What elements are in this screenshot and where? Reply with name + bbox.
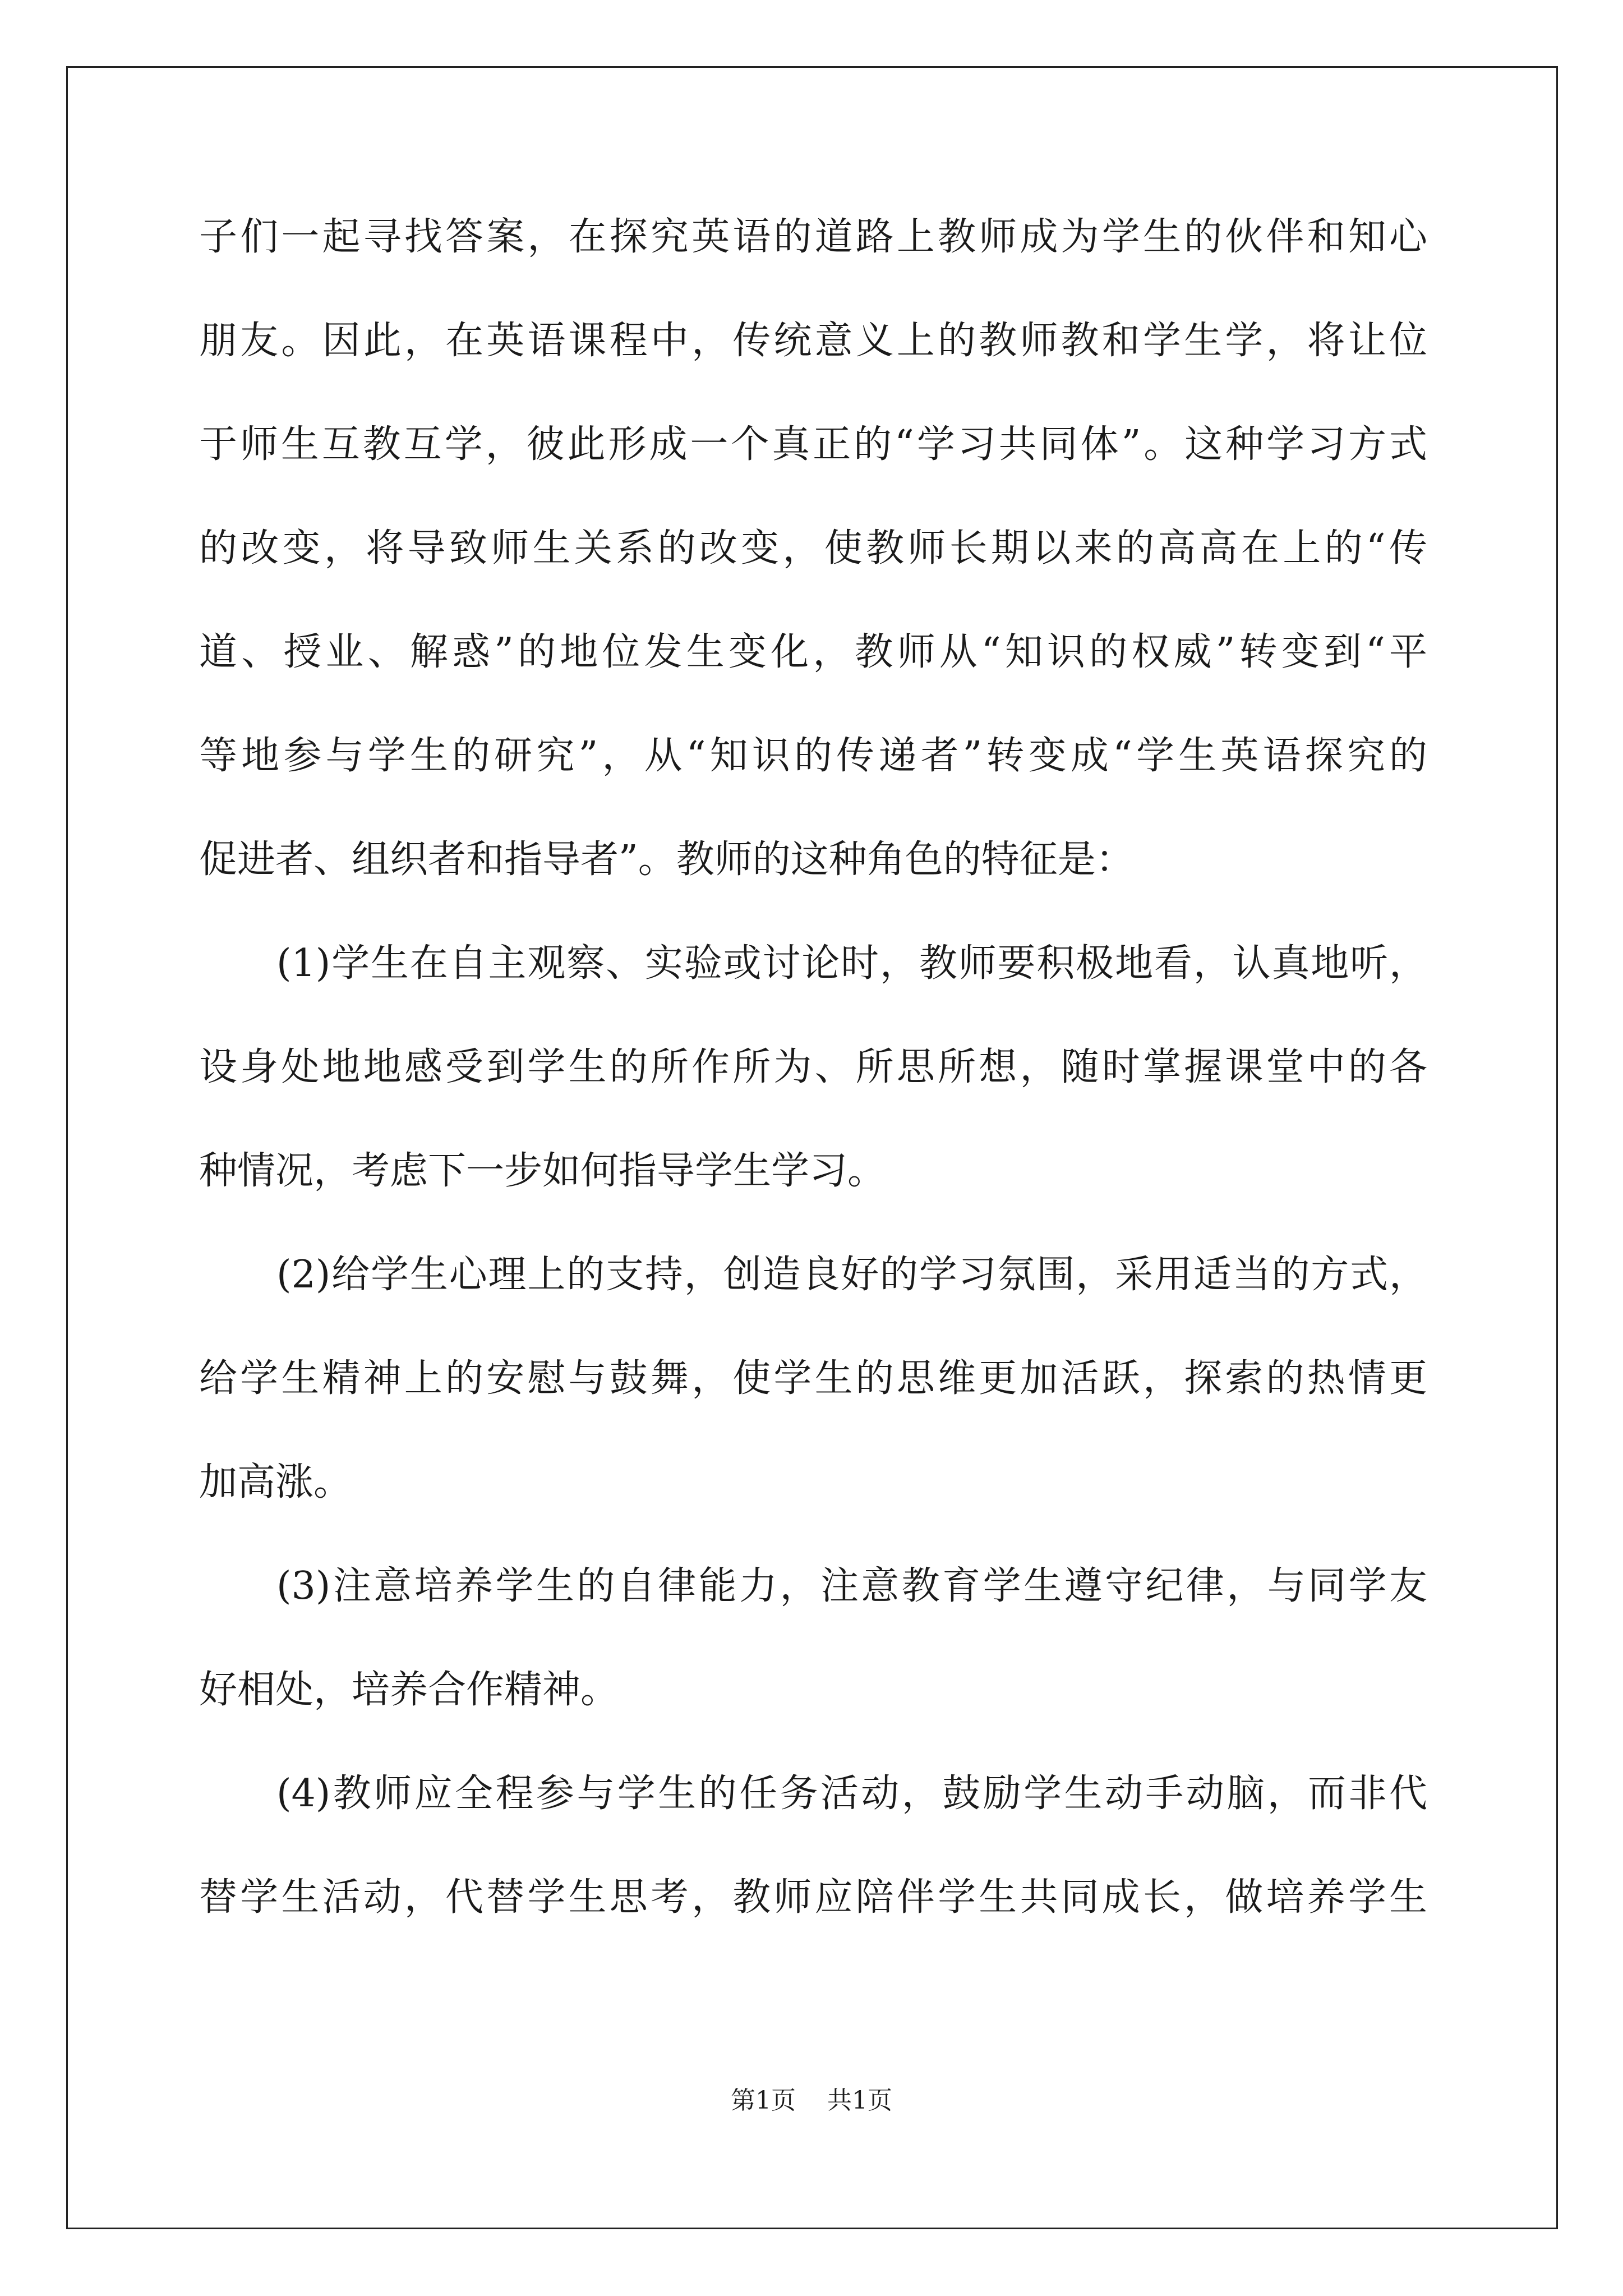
text-line: 给学生精神上的安慰与鼓舞，使学生的思维更加活跃，探索的热情更 [199, 1356, 1427, 1401]
text-line: 等地参与学生的研究”，从“知识的传递者”转变成“学生英语探究的 [199, 734, 1427, 778]
text-line: 子们一起寻找答案，在探究英语的道路上教师成为学生的伙伴和知心 [199, 215, 1427, 259]
text-line: 道、授业、解惑”的地位发生变化，教师从“知识的权威”转变到“平 [199, 630, 1427, 674]
text-line: 加高涨。 [199, 1460, 352, 1504]
text-line: 好相处，培养合作精神。 [199, 1668, 619, 1712]
list-item-4-line: (4)教师应全程参与学生的任务活动，鼓励学生动手动脑，而非代 [276, 1772, 1427, 1816]
list-item-3-line: (3)注意培养学生的自律能力，注意教育学生遵守纪律，与同学友 [276, 1564, 1427, 1608]
text-line: 替学生活动，代替学生思考，教师应陪伴学生共同成长，做培养学生 [199, 1875, 1427, 1920]
text-line: 设身处地地感受到学生的所作所为、所思所想，随时掌握课堂中的各 [199, 1045, 1427, 1089]
page-total: 共1页 [827, 2086, 892, 2115]
text-line: 于师生互教互学，彼此形成一个真正的“学习共同体”。这种学习方式 [199, 422, 1427, 467]
page-footer [0, 2084, 1623, 2118]
list-item-2-line: (2)给学生心理上的支持，创造良好的学习氛围，采用适当的方式， [276, 1253, 1427, 1297]
text-line: 的改变，将导致师生关系的改变，使教师长期以来的高高在上的“传 [199, 526, 1427, 570]
text-line: 促进者、组织者和指导者”。教师的这种角色的特征是： [199, 838, 1134, 882]
text-line: 种情况，考虑下一步如何指导学生学习。 [199, 1149, 886, 1193]
text-line: 朋友。因此，在英语课程中，传统意义上的教师教和学生学，将让位 [199, 319, 1427, 363]
list-item-1-line: (1)学生在自主观察、实验或讨论时，教师要积极地看，认真地听， [276, 941, 1427, 986]
page-number: 第1页 [731, 2086, 796, 2115]
